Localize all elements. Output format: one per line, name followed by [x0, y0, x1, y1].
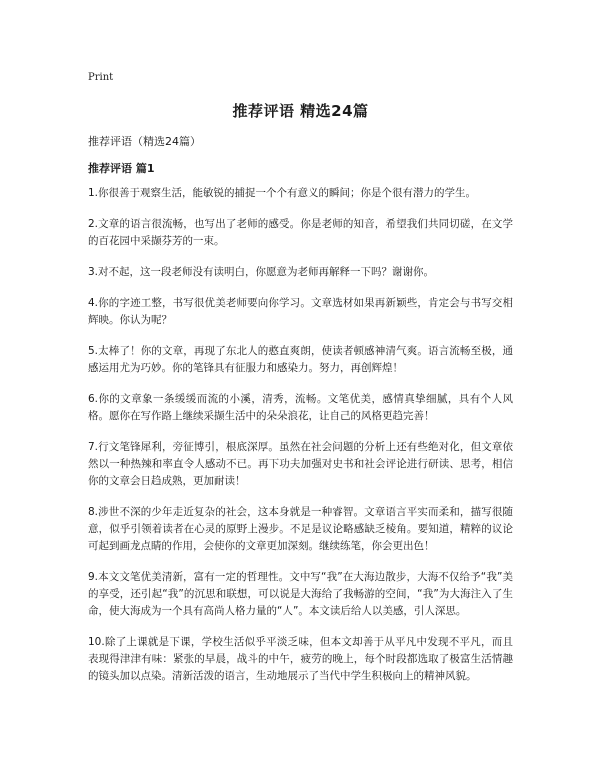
- document-subtitle: 推荐评语（精选24篇）: [88, 135, 201, 148]
- paragraph-7: 7.行文笔锋犀利，旁征博引，根底深厚。虽然在社会问题的分析上还有些绝对化，但文章依然以一种热辣和率直令人感动不已。再下功夫加强对史书和社会评论进行研读、思考，相信你的文章会日趋成熟，更加耐读！: [88, 441, 513, 487]
- paragraph-8: 8.涉世不深的少年走近复杂的社会，这本身就是一种睿智。文章语言平实而柔和，描写很随意，似乎引领着读者在心灵的原野上漫步。不足是议论略感缺乏棱角。要知道，精粹的议论可起到画龙点睛的作用，会使你的文章更加深刻。继续练笔，你会更出色！: [88, 506, 513, 552]
- paragraph-4: 4.你的字迹工整，书写很优美老师要向你学习。文章选材如果再新颖些，肯定会与书写交相辉映。你认为呢？: [88, 297, 513, 326]
- document-title: 推荐评语 精选24篇: [232, 102, 369, 120]
- paragraph-3: 3.对不起，这一段老师没有读明白，你愿意为老师再解释一下吗？谢谢你。: [88, 266, 435, 278]
- paragraph-10: 10.除了上课就是下课，学校生活似乎平淡乏味，但本文却善于从平凡中发现不平凡，而且表现得津津有味：紧张的早晨，战斗的中午，疲劳的晚上，每个时段都选取了极富生活情趣的镜头加以点染。清新活泼的语言，生动地展示了当代中学生积极向上的精神风貌。: [88, 636, 513, 682]
- paragraph-2: 2.文章的语言很流畅，也写出了老师的感受。你是老师的知音，希望我们共同切磋，在文学的百花园中采撷芬芳的一束。: [88, 218, 513, 247]
- paragraph-9: 9.本文文笔优美清新，富有一定的哲理性。文中写“我”在大海边散步，大海不仅给予“我”美的享受，还引起“我”的沉思和联想，可以说是大海给了我畅游的空间，“我”为大海注入了生命，使大海成为一个具有高尚人格力量的“人”。本文读后给人以美感，引人深思。: [88, 571, 513, 617]
- paragraph-1: 1.你很善于观察生活，能敏锐的捕捉一个个有意义的瞬间；你是个很有潜力的学生。: [88, 187, 477, 199]
- paragraph-list: [88, 185, 513, 699]
- section-heading: 推荐评语 篇1: [88, 162, 155, 175]
- paragraph-6: 6.你的文章象一条缓缓而流的小溪，清秀，流畅。文笔优美，感情真挚细腻，具有个人风格。愿你在写作路上继续采撷生活中的朵朵浪花，让自己的风格更趋完善！: [88, 393, 513, 422]
- paragraph-5: 5.太棒了！你的文章，再现了东北人的憨直爽朗，使读者顿感神清气爽。语言流畅至极，通感运用尤为巧妙。你的笔锋具有征服力和感染力。努力，再创辉煌！: [88, 345, 513, 374]
- print-link[interactable]: Print: [88, 72, 114, 83]
